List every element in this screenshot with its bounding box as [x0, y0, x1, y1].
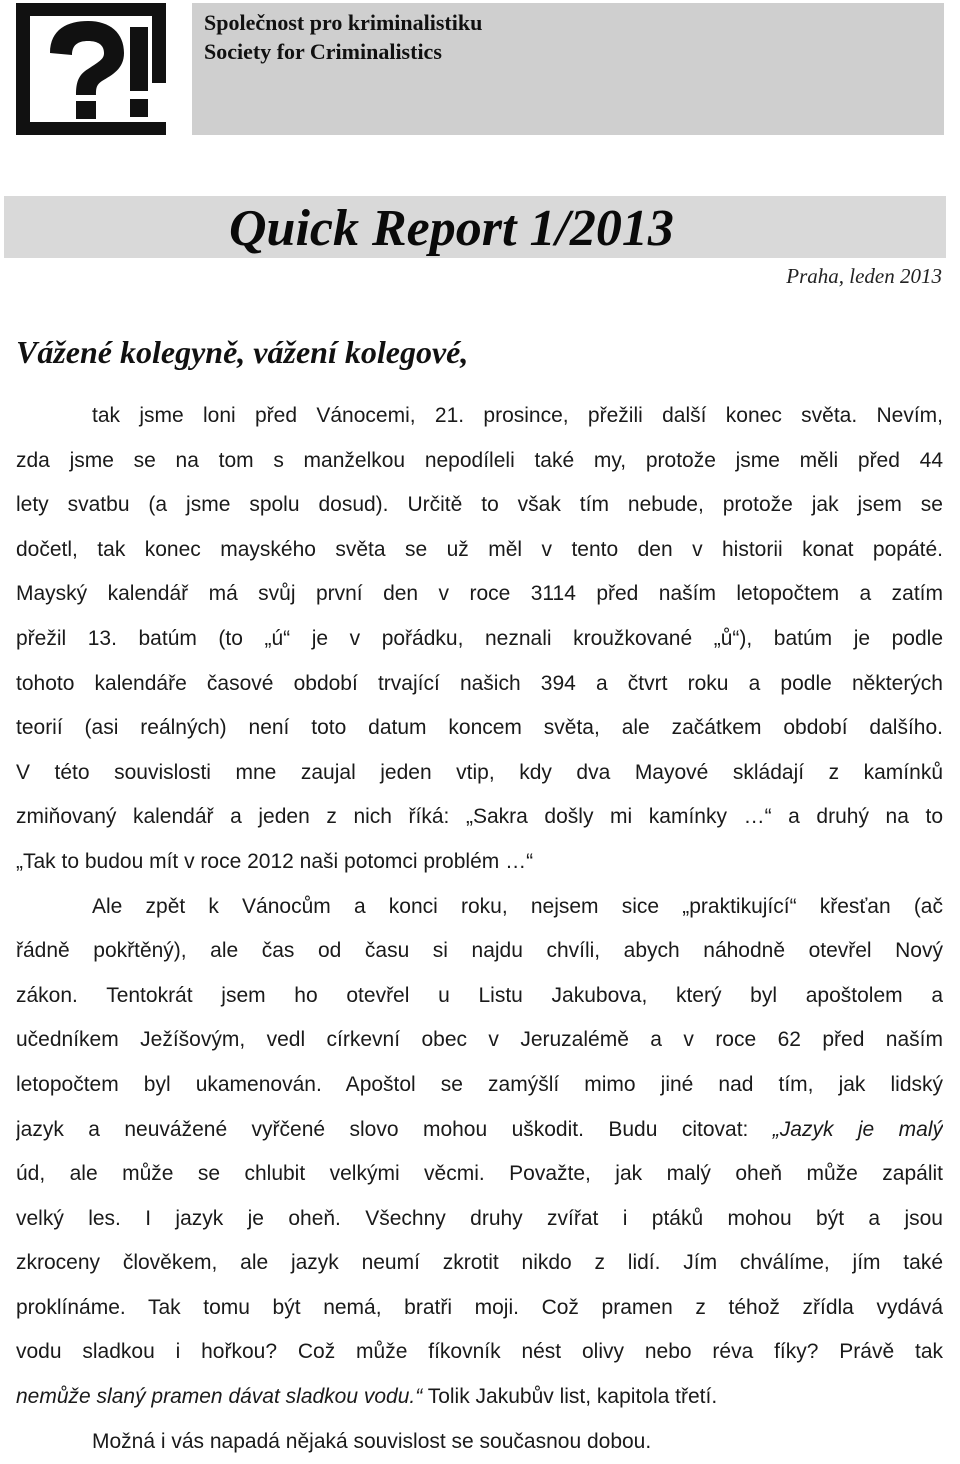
text-line: „Tak to budou mít v roce 2012 naši potomci problém …“ [16, 849, 534, 873]
quote-text: nemůže slaný pramen dávat sladkou vodu.“ [16, 1385, 423, 1409]
quote-line: proklínáme. Tak tomu být nemá, bratři moji. Což pramen z téhož zřídla vydává [16, 1295, 943, 1319]
salutation: Vážené kolegyně, vážení kolegové, [16, 334, 469, 370]
quote-line: vodu sladkou i hořkou? Což může fíkovník nést olivy nebo réva fíky? Právě tak [16, 1340, 943, 1364]
paragraph-1 [16, 394, 943, 885]
text-normal: jazyk a neuvážené vyřčené slovo mohou uškodit. Budu citovat: [16, 1117, 773, 1141]
text-line: tak jsme loni před Vánocemi, 21. prosince, přežili další konec světa. Nevím, [92, 404, 943, 427]
place-date: Praha, leden 2013 [786, 264, 942, 288]
text-line: dočetl, tak konec mayského světa se už měl v tento den v historii konat popáté. [16, 537, 943, 561]
text-line: řádně pokřtěný), ale čas od času si najdu chvíli, abych náhodně otevřel Nový [16, 939, 943, 963]
text-line: teorií (asi reálných) není toto datum koncem světa, ale začátkem období dalšího. [16, 716, 943, 740]
quote-line: zkroceny člověkem, ale jazyk neumí zkrotit nikdo z lidí. Jím chválíme, jím také [16, 1251, 943, 1275]
text-line: lety svatbu (a jsme spolu dosud). Určitě to však tím nebude, protože jak jsem se [16, 493, 943, 517]
text-normal: Tolik Jakubův list, kapitola třetí. [422, 1385, 718, 1409]
text-line [16, 1108, 943, 1153]
text-line: Mayský kalendář má svůj první den v roce 3114 před naším letopočtem a zatím [16, 582, 943, 606]
quote-text: „Jazyk je malý [772, 1117, 943, 1141]
society-name-czech: Společnost pro kriminalistiku [204, 10, 483, 35]
text-line: Ale zpět k Vánocům a konci roku, nejsem sice „praktikující“ křesťan (ač [92, 894, 943, 918]
text-line: Možná i vás napadá nějaká souvislost se současnou dobou. [92, 1429, 652, 1453]
text-line: zmiňovaný kalendář a jeden z nich říká: „Sakra došly mi kamínky …“ a druhý na to [16, 805, 943, 829]
quote-line: úd, ale může se chlubit velkými věcmi. Považte, jak malý oheň může zapálit [16, 1162, 943, 1186]
text-line: učedníkem Ježíšovým, vedl církevní obec v Jeruzalémě a v roce 62 před naším [16, 1028, 943, 1052]
paragraph-2 [16, 885, 943, 1420]
text-line: letopočtem byl ukamenován. Apoštol se zamýšlí mimo jiné nad tím, jak lidský [16, 1072, 943, 1096]
text-line: zákon. Tentokrát jsem ho otevřel u Listu Jakubova, který byl apoštolem a [16, 983, 943, 1007]
text-line: tohoto kalendáře časové období trvající našich 394 a čtvrt roku a podle některých [16, 671, 943, 695]
text-line: V této souvislosti mne zaujal jeden vtip, kdy dva Mayové skládají z kamínků [16, 760, 943, 784]
society-logo [16, 3, 166, 135]
society-name-english: Society for Criminalistics [204, 39, 442, 64]
quote-line: velký les. I jazyk je oheň. Všechny druhy zvířat i ptáků mohou být a jsou [16, 1206, 943, 1230]
letter-body [16, 394, 943, 1464]
society-header-box [192, 3, 944, 135]
paragraph-3 [16, 1420, 943, 1464]
text-line [16, 1375, 943, 1420]
report-title: Quick Report 1/2013 [229, 200, 674, 257]
text-line: zda jsme se na tom s manželkou nepodíleli také my, protože jsme měli před 44 [16, 448, 943, 472]
text-line: přežil 13. batúm (to „ú“ je v pořádku, neznali kroužkované „ů“), batúm je podle [16, 626, 943, 650]
